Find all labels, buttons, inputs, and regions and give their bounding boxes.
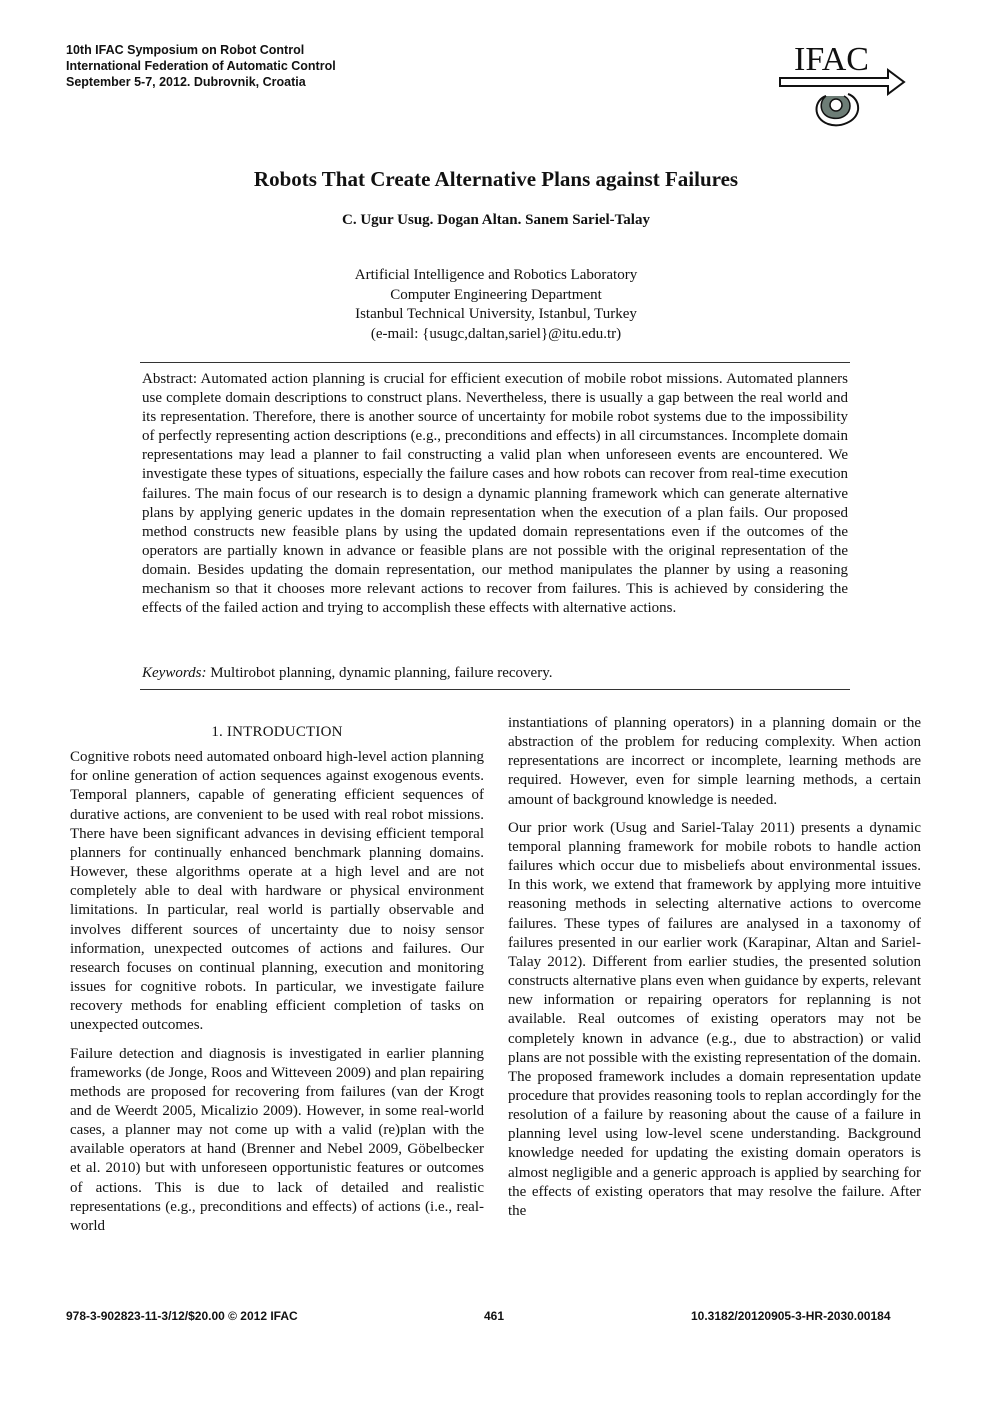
affiliation-line-1: Artificial Intelligence and Robotics Laboratory bbox=[354, 267, 638, 283]
paper-authors: C. Ugur Usug. Dogan Altan. Sanem Sariel-Talay bbox=[342, 212, 650, 228]
header-line-1: 10th IFAC Symposium on Robot Control bbox=[66, 43, 305, 57]
affiliation-line-3: Istanbul Technical University, Istanbul, Turkey bbox=[355, 306, 637, 322]
footer-doi: 10.3182/20120905-3-HR-2030.00184 bbox=[691, 1309, 891, 1323]
paragraph: Our prior work (Usug and Sariel-Talay 2011) presents a dynamic temporal planning framework for mobile robots to handle action failures which occur due to misbeliefs about environmental issues. In this work, we extend that framework by applying more intuitive reasoning methods in selecting alternative actions to overcome failures. These types of failures are analysed in a taxonomy of failures presented in our earlier work (Karapinar, Altan and Sariel-Talay 2012). Different from earlier studies, the presented solution constructs alternative plans even when guidance by experts, relevant new information or repairing operators for replanning is not available. Real outcomes of existing operators may not be completely known in advance (e.g., due to abstraction) or valid plans are not possible with the existing representation of the domain. The proposed framework includes a domain representation update procedure that provides reasoning tools to replan accordingly for the resolution of a failure by reasoning about the cause of a failure in planning level using low-level scene understanding. Background knowledge needed for updating the existing domain operators is almost negligible and a generic approach is applied by searching for the effects of existing operators that may resolve the failure. After the bbox=[508, 819, 921, 1219]
conference-header bbox=[66, 42, 336, 90]
section-heading-introduction: 1. INTRODUCTION bbox=[211, 724, 343, 740]
affiliation bbox=[0, 266, 992, 344]
logo-text: IFAC bbox=[794, 41, 869, 78]
abstract: Abstract: Automated action planning is crucial for efficient execution of mobile robot missions. Automated planners use complete domain descriptions to construct plans. Nevertheless, there is usually a gap between the real world and its representation. Therefore, there is another source of uncertainty for mobile robot systems due to the impossibility of perfectly representing action descriptions (e.g., preconditions and effects) in all circumstances. Incomplete domain representations may lead a planner to fail constructing a valid plan when unforeseen events are encountered. We investigate these types of situations, especially the failure cases and how robots can recover from real-time execution failures. The main focus of our research is to design a dynamic planning framework which can generate alternative plans by applying generic updates in the domain representation when the execution of a plan fails. Our proposed method constructs new feasible plans by using the updated domain representations even if the outcomes of the operators are partially known in advance or feasible plans are not possible with the original representation of the domain. Besides updating the domain representation, our method manipulates the planner by using a reasoning mechanism so that it chooses more relevant actions to recover from failures. This is achieved by considering the effects of the failed action and trying to accomplish these effects with alternative actions. bbox=[142, 371, 848, 617]
header-line-3: September 5-7, 2012. Dubrovnik, Croatia bbox=[66, 75, 306, 89]
footer-isbn: 978-3-902823-11-3/12/$20.00 © 2012 IFAC bbox=[66, 1309, 298, 1323]
abstract-top-rule bbox=[140, 362, 850, 363]
header-line-2: International Federation of Automatic Control bbox=[66, 59, 336, 73]
keywords-label: Keywords: bbox=[142, 665, 207, 681]
affiliation-email: (e-mail: {usugc,daltan,sariel}@itu.edu.tr) bbox=[370, 325, 622, 342]
affiliation-line-2: Computer Engineering Department bbox=[390, 286, 602, 303]
paragraph: Cognitive robots need automated onboard high-level action planning for online generation of action sequences against exogenous events. Temporal planners, capable of generating efficient sequences of durative actions, are convenient to be used with real robot missions. There have been significant advances in devising efficient temporal planners for continually enhanced benchmark planning domains. However, these algorithms operate at a high level and are not completely able to deal with hardware or physical environment limitations. In particular, real world is partially observable and involves different sources of uncertainty due to noisy sensor information, unexpected outcomes of actions and failures. Our research focuses on continual planning, execution and monitoring issues for cognitive robots. In particular, we investigate failure recovery methods for enabling efficient completion of tasks on unexpected outcomes. bbox=[70, 749, 484, 1034]
abstract-bottom-rule bbox=[140, 689, 850, 690]
left-column bbox=[70, 723, 484, 1245]
right-column bbox=[508, 714, 921, 1230]
keywords-text: Multirobot planning, dynamic planning, failure recovery. bbox=[210, 665, 553, 681]
paragraph: instantiations of planning operators) in a planning domain or the abstraction of the problem for reducing complexity. When action representations are incorrect or incomplete, learning methods are required. However, even for simple learning methods, a certain amount of background knowledge is needed. bbox=[508, 715, 921, 808]
paragraph: Failure detection and diagnosis is investigated in earlier planning frameworks (de Jonge, Roos and Witteveen 2009) and plan repairing methods are proposed for recovering from failures (van der Krogt and de Weerdt 2005, Micalizio 2009). However, in some real-world cases, a planner may not come up with a valid (re)plan with the available operators at hand (Brenner and Nebel 2009, Göbelbecker et al. 2010) but with unforeseen opportunistic features or outcomes of actions. This is due to lack of detailed and realistic representations (e.g., preconditions and effects) of actions (i.e., real-world bbox=[70, 1045, 484, 1234]
ifac-logo-icon bbox=[776, 38, 908, 128]
footer-page-number: 461 bbox=[484, 1309, 505, 1323]
keywords bbox=[142, 664, 848, 683]
paper-title: Robots That Create Alternative Plans against Failures bbox=[253, 167, 739, 191]
